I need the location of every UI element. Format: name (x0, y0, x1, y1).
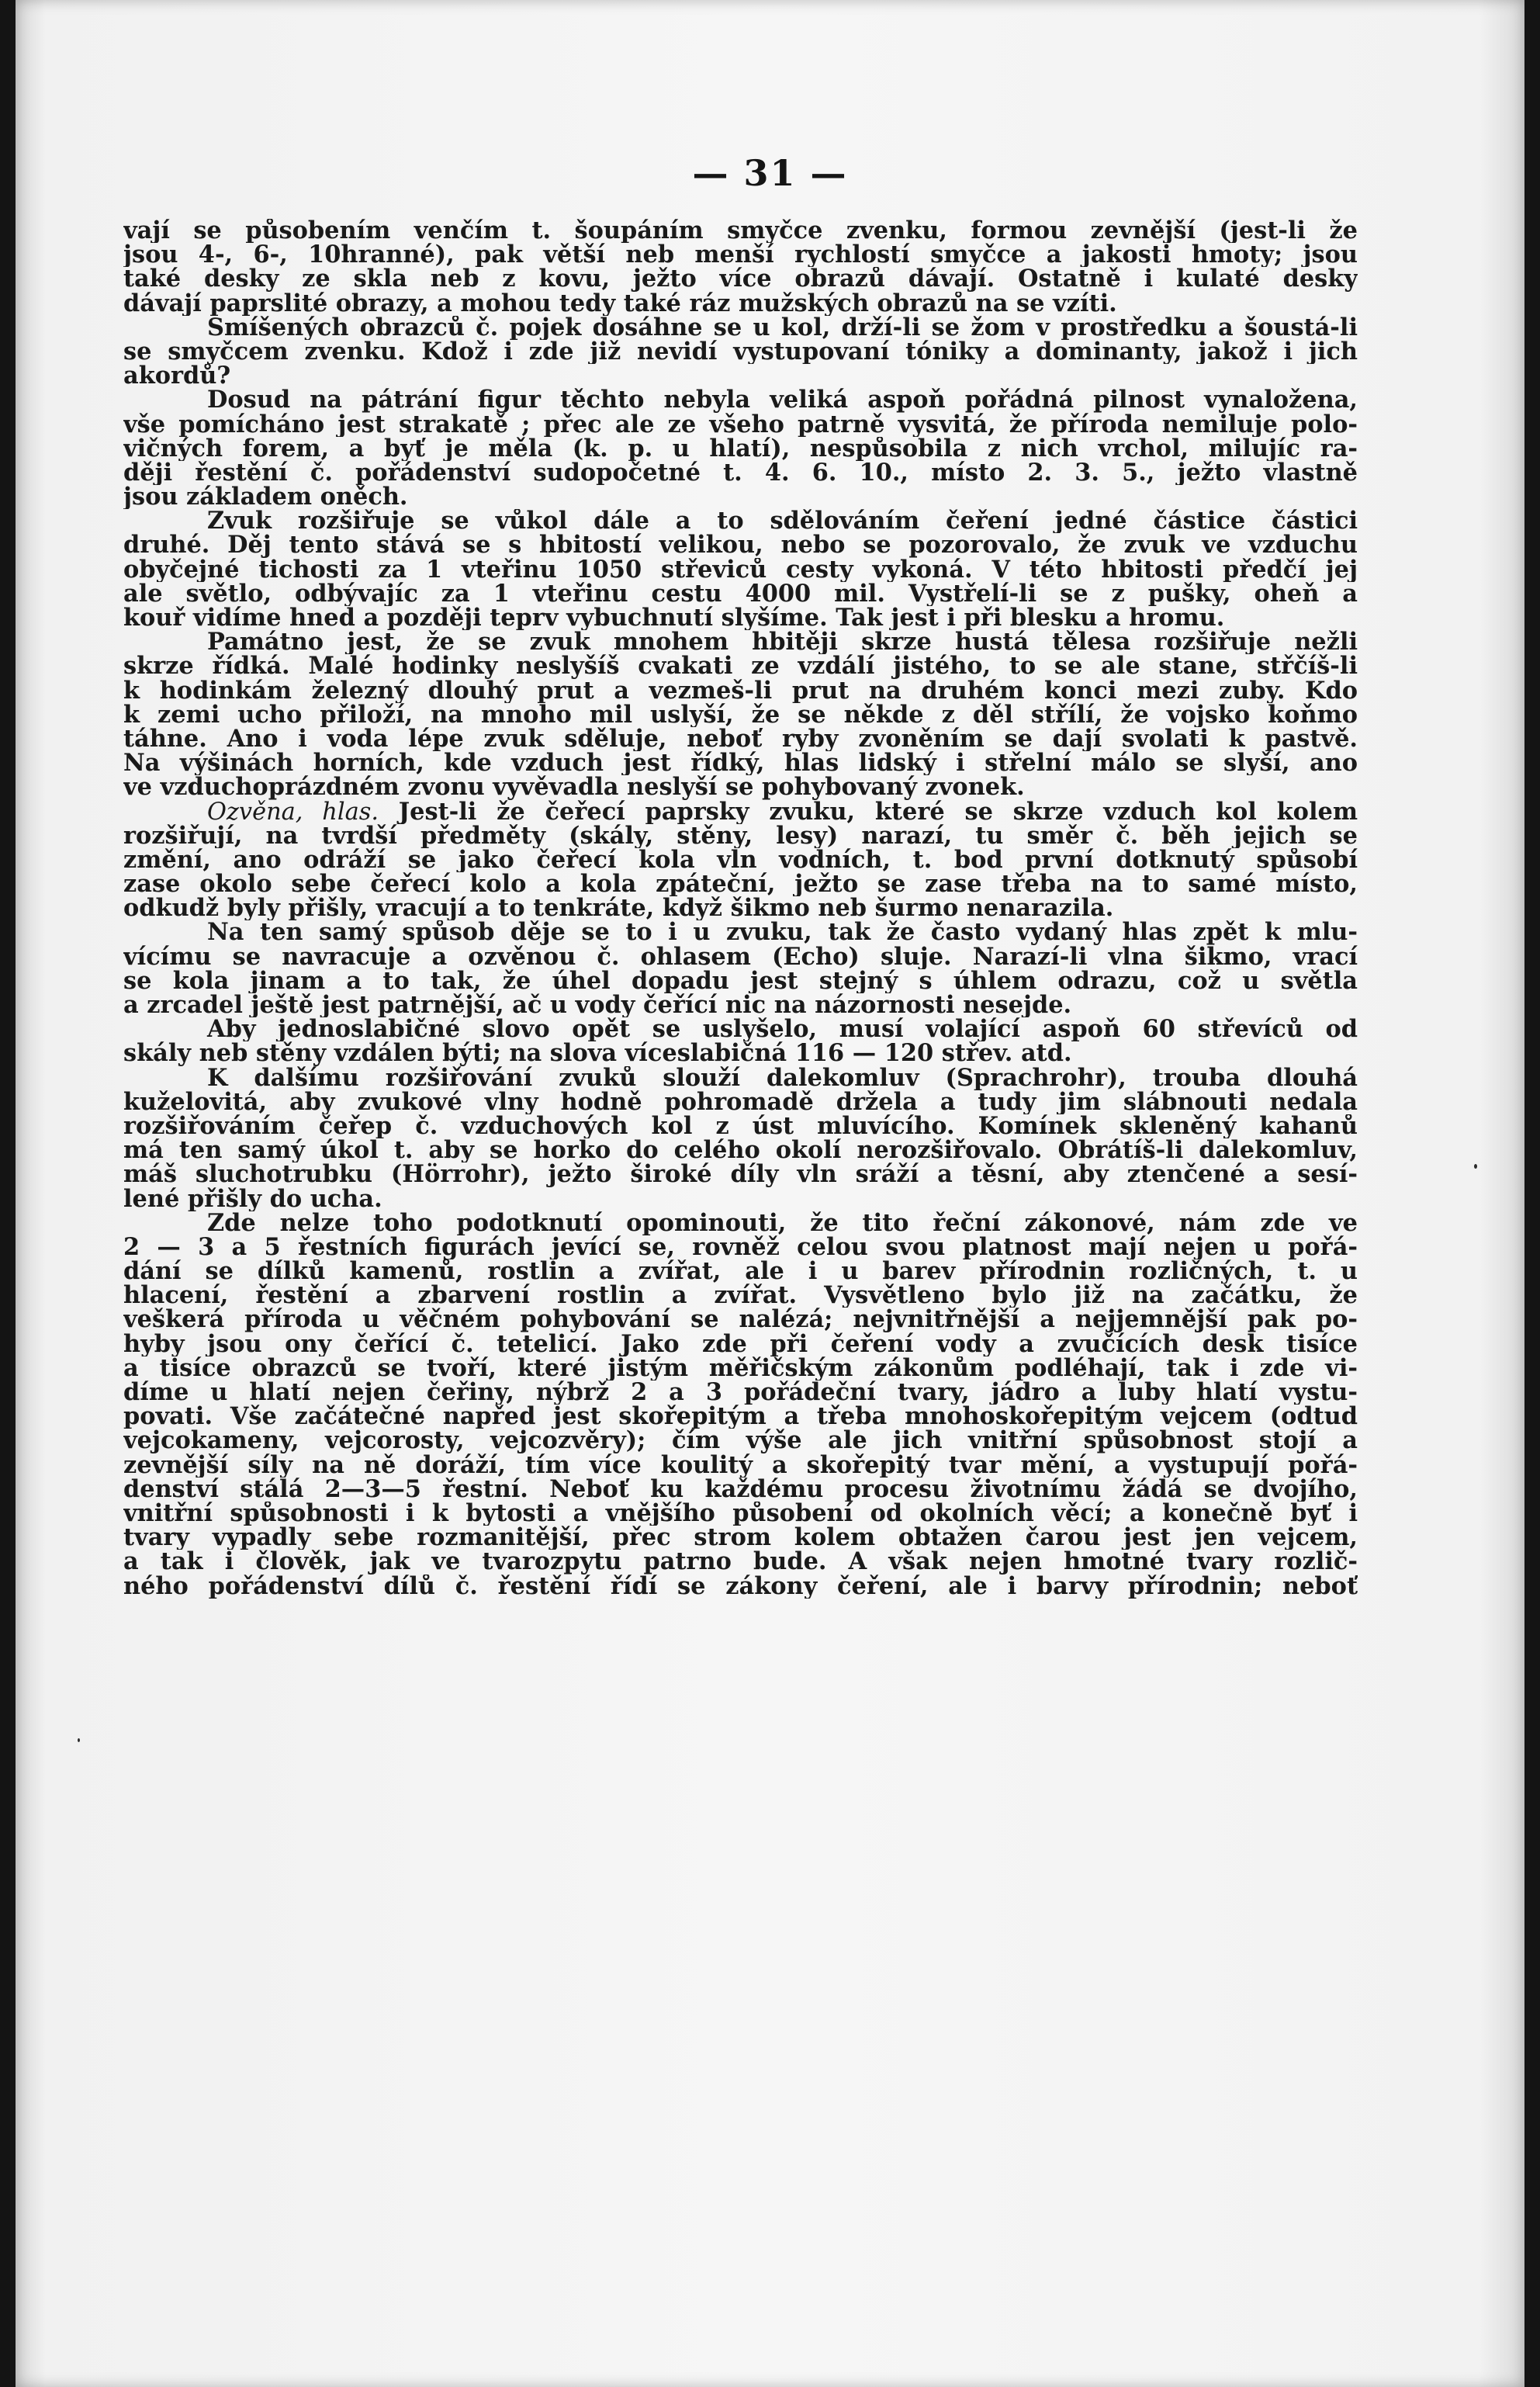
text-line: ve vzduchoprázdném zvonu vyvěvadla neslyší se pohybovaný zvonek. (123, 775, 1025, 800)
text-line: rozšiřováním čeřep č. vzduchových kol z úst mluvícího. Komínek skleněný kahanů (123, 1114, 1358, 1139)
book-page (16, 0, 1524, 2387)
text-line: také desky ze skla neb z kovu, ježto více obrazů dávají. Ostatně i kulaté desky (123, 267, 1358, 292)
text-line: vícímu se navracuje a ozvěnou č. ohlasem (Echo) sluje. Narazí-li vlna šikmo, vrací (123, 944, 1358, 969)
text-line: ději řestění č. pořádenství sudopočetné t. 4. 6. 10., místo 2. 3. 5., ježto vlastně (123, 460, 1358, 486)
text-line: Na ten samý spůsob děje se to i u zvuku, tak že často vydaný hlas zpět k mlu- (207, 920, 1358, 945)
text-line: Ozvěna, hlas. Jest-li že čeřecí paprsky zvuku, které se skrze vzduch kol kolem (207, 799, 1358, 824)
text-line: skrze řídká. Malé hodinky neslyšíš cvakati ze vzdálí jistého, to se ale stane, střčíš-li (123, 654, 1358, 679)
text-line: odkudž byly přišly, vracují a to tenkráte, když šikmo neb šurmo nenarazila. (123, 896, 1114, 921)
text-line: zase okolo sebe čeřecí kolo a kola zpáteční, ježto se zase třeba na to samé místo, (123, 872, 1358, 897)
text-line: K dalšímu rozšiřování zvuků slouží dalekomluv (Sprachrohr), trouba dlouhá (207, 1065, 1358, 1090)
ink-speck (1474, 1164, 1477, 1169)
text-line: Zvuk rozšiřuje se vůkol dále a to sdělováním čeření jedné částice částici (207, 509, 1358, 534)
text-line: kouř vidíme hned a později teprv vybuchnutí slyšíme. Tak jest i při blesku a hromu. (123, 606, 1225, 631)
text-line: lené přišly do ucha. (123, 1187, 382, 1211)
text-line: má ten samý úkol t. aby se horko do celého okolí nerozšiřovalo. Obrátíš-li dalekomluv, (123, 1138, 1358, 1163)
ink-speck (78, 1738, 80, 1742)
text-line: druhé. Děj tento stává se s hbitostí velikou, nebo se pozorovalo, že zvuk ve vzduchu (123, 533, 1358, 558)
text-line: Na výšinách horních, kde vzduch jest řídký, hlas lidský i střelní málo se slyší, ano (123, 751, 1358, 776)
text-line: vají se působením venčím t. šoupáním smyčce zvenku, formou zevnější (jest-li že (123, 219, 1358, 244)
text-line: skály neb stěny vzdálen býti; na slova víceslabičná 116 — 120 střev. atd. (123, 1041, 1072, 1066)
text-line: 2 — 3 a 5 řestních figurách jevící se, rovněž celou svou platnost mají nejen u pořá- (123, 1235, 1358, 1260)
italic-term: Ozvěna, hlas. (207, 799, 379, 824)
text-line: díme u hlatí nejen čeřiny, nýbrž 2 a 3 pořádeční tvary, jádro a luby hlatí vystu- (123, 1381, 1358, 1405)
text-line: Aby jednoslabičné slovo opět se uslyšelo, musí volající aspoň 60 střevíců od (207, 1017, 1358, 1042)
text-line: tvary vypadly sebe rozmanitější, přec strom kolem obtažen čarou jest jen vejcem, (123, 1526, 1358, 1550)
text-line: kuželovitá, aby zvukové vlny hodně pohromadě držela a tudy jim slábnouti nedala (123, 1090, 1358, 1114)
text-line: jsou 4-, 6-, 10hranné), pak větší neb menší rychlostí smyčce a jakosti hmoty; jsou (123, 243, 1358, 268)
text-line: se kola jinam a to tak, že úhel dopadu jest stejný s úhlem odrazu, což u světla (123, 968, 1358, 993)
text-line: ného pořádenství dílů č. řestění řídí se zákony čeření, ale i barvy přírodnin; neboť (123, 1574, 1358, 1599)
text-line: změní, ano odráží se jako čeřecí kola vln vodních, t. bod první dotknutý spůsobí (123, 847, 1358, 873)
text-line: máš sluchotrubku (Hörrohr), ježto široké díly vln sráží a těsní, aby ztenčené a sesí- (123, 1162, 1358, 1187)
text-line: vše pomícháno jest strakatě ; přec ale ze všeho patrně vysvitá, že příroda nemiluje polo- (123, 412, 1358, 437)
text-line: a zrcadel ještě jest patrnější, ač u vody čeřící nic na názornosti nesejde. (123, 993, 1072, 1018)
text-line: hyby jsou ony čeřící č. tetelicí. Jako zde při čeření vody a zvučících desk tisíce (123, 1332, 1358, 1356)
text-line: vnitřní spůsobnosti i k bytosti a vnějšího působení od okolních věcí; a konečně byť i (123, 1501, 1358, 1526)
text-line: Dosud na pátrání figur těchto nebyla veliká aspoň pořádná pilnost vynaložena, (207, 388, 1358, 413)
text-line: povati. Vše začátečné napřed jest skořepitým a třeba mnohoskořepitým vejcem (odtud (123, 1405, 1358, 1429)
text-line: denství stálá 2—3—5 řestní. Neboť ku každému procesu životnímu žádá se dvojího, (123, 1477, 1358, 1502)
text-line: dání se dílků kamenů, rostlin a zvířat, ale i u barev přírodnin rozličných, t. u (123, 1259, 1358, 1284)
text-line: jsou základem oněch. (123, 485, 408, 510)
text-line: Smíšených obrazců č. pojek dosáhne se u kol, drží-li se žom v prostředku a šoustá-li (207, 315, 1358, 340)
body-text (123, 219, 1358, 1599)
text-line: zevnější síly na ně doráží, tím více koulitý a skořepitý tvar mění, a vystupují pořá- (123, 1453, 1358, 1478)
text-line: dávají paprslité obrazy, a mohou tedy také ráz mužských obrazů na se vzíti. (123, 291, 1117, 316)
text-line: a tisíce obrazců se tvoří, které jistým měřičským zákonům podléhají, tak i zde vi- (123, 1356, 1358, 1381)
text-line: obyčejné tichosti za 1 vteřinu 1050 střeviců cesty vykoná. V této hbitosti předčí jej (123, 557, 1358, 582)
text-line: rozšiřují, na tvrdší předměty (skály, stěny, lesy) narazí, tu směr č. běh jejich se (123, 823, 1358, 848)
text-line: k zemi ucho přiloží, na mnoho mil uslyší, že se někde z děl střílí, že vojsko koňmo (123, 702, 1358, 727)
text-line: veškerá příroda u věčném pohybování se nalézá; nejvnitřnější a nejjemnější pak po- (123, 1308, 1358, 1332)
text-line: akordů? (123, 364, 231, 389)
text-line: Památno jest, že se zvuk mnohem hbitěji skrze hustá tělesa rozšiřuje nežli (207, 630, 1358, 655)
text-line: táhne. Ano i voda lépe zvuk sděluje, neboť ryby zvoněním se dají svolati k pastvě. (123, 726, 1358, 752)
text-line: a tak i člověk, jak ve tvarozpytu patrno bude. A však nejen hmotné tvary rozlič- (123, 1550, 1358, 1575)
text-line: Zde nelze toho podotknutí opominouti, že tito řeční zákonové, nám zde ve (207, 1211, 1358, 1235)
text-line: k hodinkám železný dlouhý prut a vezmeš-li prut na druhém konci mezi zuby. Kdo (123, 678, 1358, 703)
text-line: hlacení, řestění a zbarvení rostlin a zvířat. Vysvětleno bylo již na začátku, že (123, 1284, 1358, 1308)
text-line: vičných forem, a byť je měla (k. p. u hlatí), nespůsobila z nich vrchol, milujíc ra- (123, 436, 1358, 461)
text-line: se smyčcem zvenku. Kdož i zde již nevidí vystupovaní tóniky a dominanty, jakož i jich (123, 339, 1358, 365)
text-line: vejcokameny, vejcorosty, vejcozvěry); čím výše ale jich vnitřní spůsobnost stojí a (123, 1429, 1358, 1453)
page-number: — 31 — (692, 152, 848, 194)
text-line: ale světlo, odbývajíc za 1 vteřinu cestu 4000 mil. Vystřelí-li se z pušky, oheň a (123, 581, 1358, 606)
